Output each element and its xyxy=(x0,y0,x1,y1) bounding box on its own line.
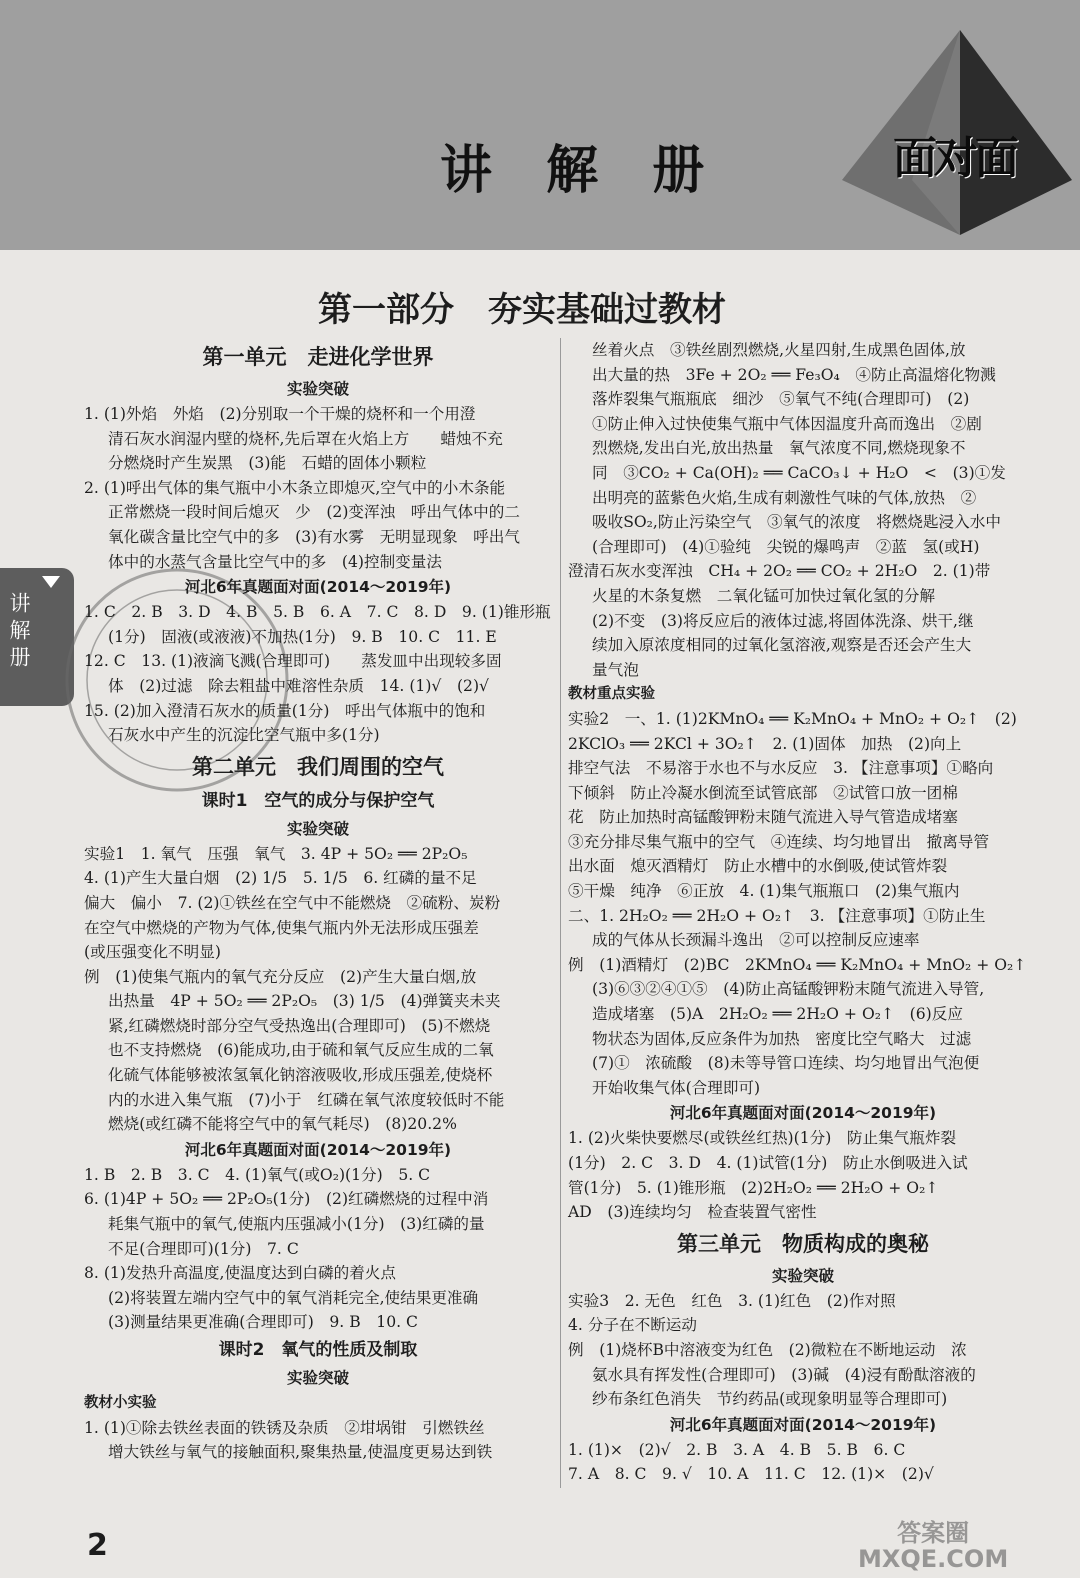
answer-line: 增大铁丝与氧气的接触面积,聚集热量,使温度更易达到铁 xyxy=(108,1443,493,1462)
answer-line: 纱布条红色消失 节约药品(或现象明显等合理即可) xyxy=(592,1390,948,1409)
watermark-title: 答案圈 xyxy=(897,1519,970,1547)
answer-line: 例 (1)使集气瓶内的氧气充分反应 (2)产生大量白烟,放 xyxy=(84,967,477,986)
answer-line: 1. (2)火柴快要燃尽(或铁丝红热)(1分) 防止集气瓶炸裂 xyxy=(568,1129,957,1148)
answer-line: 2. (1)呼出气体的集气瓶中小木条立即熄灭,空气中的小木条能 xyxy=(84,478,506,497)
answer-line: 例 (1)酒精灯 (2)BC 2KMnO₄ ══ K₂MnO₄ + MnO₂ + O₂↑ xyxy=(568,955,1027,974)
answer-line: 管(1分) 5. (1)锥形瓶 (2)2H₂O₂ ══ 2H₂O + O₂↑ xyxy=(568,1178,939,1197)
answer-line: 烈燃烧,发出白光,放出热量 氧气浓度不同,燃烧现象不 xyxy=(592,439,966,458)
section-heading: 河北6年真题面对面(2014～2019年) xyxy=(184,1140,452,1159)
answer-line: 1. (1)外焰 外焰 (2)分别取一个干燥的烧杯和一个用澄 xyxy=(84,405,476,423)
answer-line: 量气泡 xyxy=(592,660,639,679)
answer-line: 实验2 一、1. (1)2KMnO₄ ══ K₂MnO₄ + MnO₂ + O₂↑ (2) xyxy=(568,709,1017,728)
page-number: 2 xyxy=(87,1528,108,1563)
answer-line: 1. (1)①除去铁丝表面的铁锈及杂质 ②坩埚钳 引燃铁丝 xyxy=(84,1418,485,1437)
answer-line: 15. (2)加入澄清石灰水的质量(1分) 呼出气体瓶中的饱和 xyxy=(84,701,486,720)
right-column xyxy=(568,338,1038,1487)
answer-line: 4. 分子在不断运动 xyxy=(568,1316,697,1335)
answer-line: (3)测量结果更准确(合理即可) 9. B 10. C xyxy=(108,1313,418,1332)
watermark xyxy=(858,1520,1008,1572)
answer-line: (1分) 固液(或液液)不加热(1分) 9. B 10. C 11. E xyxy=(108,627,497,646)
answer-line: 开始收集气体(合理即可) xyxy=(592,1078,761,1097)
answer-line: (2)将装置左端内空气中的氧气消耗完全,使结果更准确 xyxy=(108,1288,479,1307)
header-title: 讲 解 册 xyxy=(440,141,723,201)
section-heading: 实验突破 xyxy=(286,1369,349,1387)
answer-line: (3)⑥③②④①⑤ (4)防止高锰酸钾粉末随气流进入导管, xyxy=(592,980,985,999)
answer-line: 出明亮的蓝紫色火焰,生成有刺激性气味的气体,放热 ② xyxy=(592,488,977,507)
answer-line: 排空气法 不易溶于水也不与水反应 3. 【注意事项】①略向 xyxy=(568,759,994,778)
section-heading: 河北6年真题面对面(2014～2019年) xyxy=(184,578,452,597)
section-heading: 实验突破 xyxy=(771,1266,834,1285)
section-heading: 河北6年真题面对面(2014～2019年) xyxy=(669,1415,937,1434)
answer-line: 吸收SO₂,防止污染空气 ③氧气的浓度 将燃烧匙浸入水中 xyxy=(592,513,1001,532)
answer-line: 紧,红磷燃烧时部分空气受热逸出(合理即可) (5)不燃烧 xyxy=(108,1016,491,1035)
answer-line: AD (3)连续均匀 检查装置气密性 xyxy=(568,1203,817,1222)
answer-line: 1. C 2. B 3. D 4. B 5. B 6. A 7. C 8. D 9. (1)锥形瓶 xyxy=(84,603,551,622)
answer-line: 例 (1)烧杯B中溶液变为红色 (2)微粒在不断地运动 浓 xyxy=(568,1340,967,1359)
answer-line: 燃烧(或红磷不能将空气中的氧气耗尽) (8)20.2% xyxy=(108,1115,457,1134)
answer-line: (7)① 浓硫酸 (8)未等导管口连续、均匀地冒出气泡便 xyxy=(592,1054,980,1073)
answer-line: 内的水进入集气瓶 (7)小于 红磷在氧气浓度较低时不能 xyxy=(108,1090,505,1109)
header-band xyxy=(0,0,1080,250)
answer-line: 实验3 2. 无色 红色 3. (1)红色 (2)作对照 xyxy=(568,1291,896,1310)
answer-line: 氨水具有挥发性(合理即可) (3)碱 (4)浸有酚酞溶液的 xyxy=(592,1365,976,1384)
answer-line: 同 ③CO₂ + Ca(OH)₂ ══ CaCO₃↓ + H₂O < (3)①发 xyxy=(592,463,1006,482)
answer-line: 正常燃烧一段时间后熄灭 少 (2)变浑浊 呼出气体中的二 xyxy=(108,503,520,522)
answer-line: (合理即可) (4)①验纯 尖锐的爆鸣声 ②蓝 氢(或H) xyxy=(592,537,980,556)
answer-line: 4. (1)产生大量白烟 (2) 1/5 5. 1/5 6. 红磷的量不足 xyxy=(84,869,477,888)
section-heading: 第二单元 我们周围的空气 xyxy=(192,754,444,779)
brand-logo: 面对面 xyxy=(893,133,1016,184)
answer-line: 物状态为固体,反应条件为加热 密度比空气略大 过滤 xyxy=(592,1029,972,1048)
subsection-label: 教材重点实验 xyxy=(568,686,655,703)
answer-line: 清石灰水润湿内壁的烧杯,先后罩在火焰上方 蜡烛不充 xyxy=(108,429,503,448)
answer-line: 1. B 2. B 3. C 4. (1)氧气(或O₂)(1分) 5. C xyxy=(84,1165,431,1184)
answer-line: 造成堵塞 (5)A 2H₂O₂ ══ 2H₂O + O₂↑ (6)反应 xyxy=(592,1005,963,1024)
answer-line: 出水面 熄灭酒精灯 防止水槽中的水倒吸,使试管炸裂 xyxy=(568,857,948,876)
answer-line: 落炸裂集气瓶瓶底 细沙 ⑤氧气不纯(合理即可) (2) xyxy=(592,390,970,409)
answer-line: 12. C 13. (1)液滴飞溅(合理即可) 蒸发皿中出现较多固 xyxy=(84,652,502,671)
answer-line: ⑤干燥 纯净 ⑥正放 4. (1)集气瓶瓶口 (2)集气瓶内 xyxy=(568,882,960,901)
side-tab-label: 讲解册 xyxy=(7,592,31,673)
answer-line: (或压强变化不明显) xyxy=(84,943,221,962)
answer-line: 体 (2)过滤 除去粗盐中难溶性杂质 14. (1)√ (2)√ xyxy=(108,676,489,695)
answer-line: 花 防止加热时高锰酸钾粉末随气流进入导气管造成堵塞 xyxy=(568,808,958,827)
left-column xyxy=(84,338,552,1465)
answer-line: ①防止伸入过快使集气瓶中气体因温度升高而逸出 ②剧 xyxy=(592,414,982,433)
section-heading: 实验突破 xyxy=(286,380,349,398)
answer-line: 分燃烧时产生炭黑 (3)能 石蜡的固体小颗粒 xyxy=(108,454,427,473)
answer-line: (1分) 2. C 3. D 4. (1)试管(1分) 防止水倒吸进入试 xyxy=(568,1154,968,1172)
part-title: 第一部分 夯实基础过教材 xyxy=(318,290,726,330)
answer-line: 下倾斜 防止冷凝水倒流至试管底部 ②试管口放一团棉 xyxy=(568,783,958,802)
answer-line: 澄清石灰水变浑浊 CH₄ + 2O₂ ══ CO₂ + 2H₂O 2. (1)带 xyxy=(568,562,991,581)
watermark-url: MXQE.COM xyxy=(858,1545,1009,1573)
answer-line: 丝着火点 ③铁丝剧烈燃烧,火星四射,生成黑色固体,放 xyxy=(592,341,966,359)
answer-line: 在空气中燃烧的产物为气体,使集气瓶内外无法形成压强差 xyxy=(84,918,479,937)
answer-line: 成的气体从长颈漏斗逸出 ②可以控制反应速率 xyxy=(592,931,920,950)
answer-line: 6. (1)4P + 5O₂ ══ 2P₂O₅(1分) (2)红磷燃烧的过程中消 xyxy=(84,1190,489,1209)
answer-line: 火星的木条复燃 二氧化锰可加快过氧化氢的分解 xyxy=(592,586,936,605)
section-heading: 实验突破 xyxy=(286,819,349,838)
answer-line: 2KClO₃ ══ 2KCl + 3O₂↑ 2. (1)固体 加热 (2)向上 xyxy=(568,734,962,753)
section-heading: 第一单元 走进化学世界 xyxy=(202,345,434,369)
answer-line: 续加入原浓度相同的过氧化氢溶液,观察是否还会产生大 xyxy=(592,636,972,655)
answer-line: 偏大 偏小 7. (2)①铁丝在空气中不能燃烧 ②硫粉、炭粉 xyxy=(84,893,501,912)
answer-line: 出热量 4P + 5O₂ ══ 2P₂O₅ (3) 1/5 (4)弹簧夹未夹 xyxy=(108,992,501,1011)
answer-line: 石灰水中产生的沉淀比空气瓶中多(1分) xyxy=(108,726,380,745)
answer-line: 也不支持燃烧 (6)能成功,由于硫和氧气反应生成的二氧 xyxy=(108,1041,494,1060)
section-heading: 第三单元 物质构成的奥秘 xyxy=(677,1231,929,1256)
answer-line: (2)不变 (3)将反应后的液体过滤,将固体洗涤、烘干,继 xyxy=(592,611,974,630)
subsection-label: 教材小实验 xyxy=(84,1395,157,1411)
answer-line: 氧化碳含量比空气中的多 (3)有水雾 无明显现象 呼出气 xyxy=(108,527,520,546)
column-divider xyxy=(560,338,561,1488)
section-heading: 课时1 空气的成分与保护空气 xyxy=(201,790,435,811)
answer-line: 实验1 1. 氧气 压强 氧气 3. 4P + 5O₂ ══ 2P₂O₅ xyxy=(84,844,468,863)
answer-line: 出大量的热 3Fe + 2O₂ ══ Fe₃O₄ ④防止高温熔化物溅 xyxy=(592,365,996,384)
answer-line: 二、1. 2H₂O₂ ══ 2H₂O + O₂↑ 3. 【注意事项】①防止生 xyxy=(568,906,986,925)
section-heading: 课时2 氧气的性质及制取 xyxy=(218,1340,418,1360)
answer-line: 不足(合理即可)(1分) 7. C xyxy=(108,1239,299,1258)
section-heading: 河北6年真题面对面(2014～2019年) xyxy=(669,1104,937,1123)
answer-line: 耗集气瓶中的氧气,使瓶内压强减小(1分) (3)红磷的量 xyxy=(108,1215,485,1234)
answer-line: 1. (1)× (2)√ 2. B 3. A 4. B 5. B 6. C xyxy=(568,1440,906,1459)
answer-line: 化硫气体能够被浓氢氧化钠溶液吸收,形成压强差,使烧杯 xyxy=(108,1066,493,1085)
answer-line: 7. A 8. C 9. √ 10. A 11. C 12. (1)× (2)√ xyxy=(568,1465,934,1484)
answer-line: 体中的水蒸气含量比空气中的多 (4)控制变量法 xyxy=(108,552,442,571)
answer-line: 8. (1)发热升高温度,使温度达到白磷的着火点 xyxy=(84,1264,396,1283)
answer-line: ③充分排尽集气瓶中的空气 ④连续、均匀地冒出 撤离导管 xyxy=(568,832,990,851)
